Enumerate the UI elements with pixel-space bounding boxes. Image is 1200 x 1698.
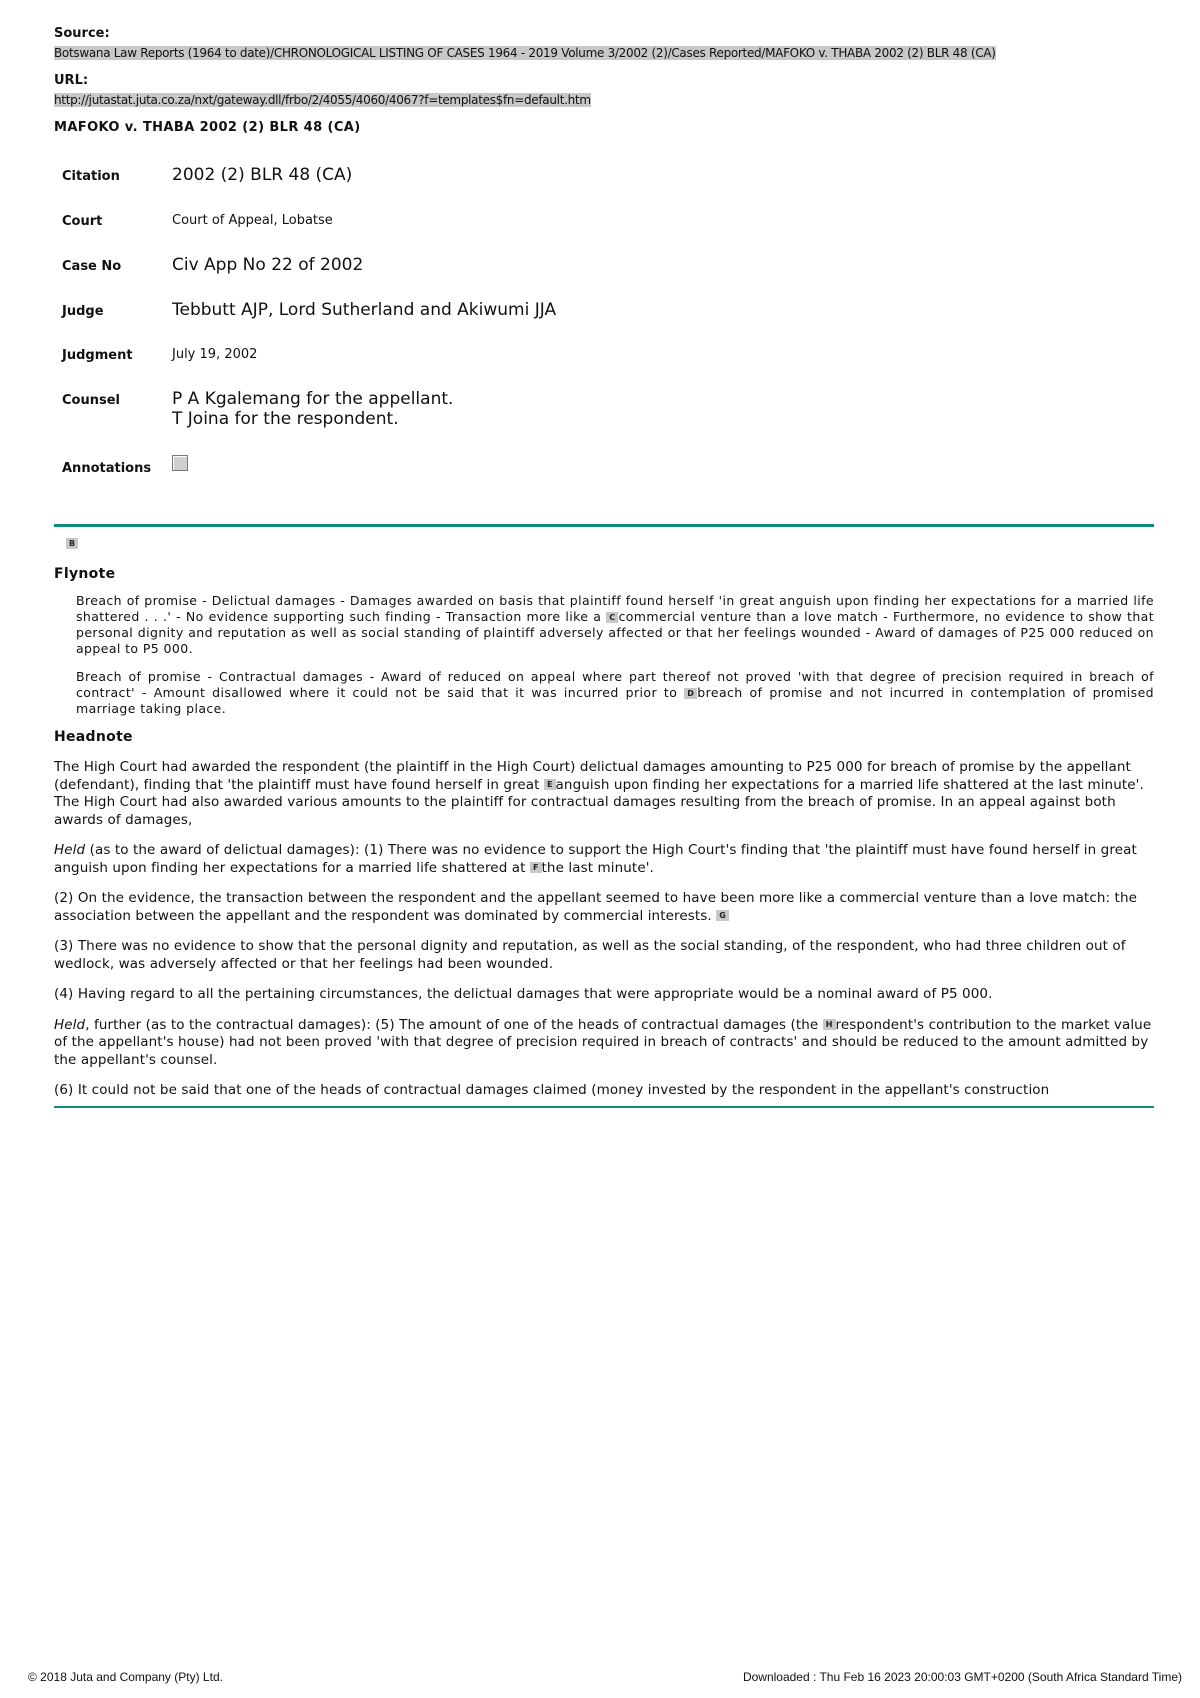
headnote-p6-text-a: , further (as to the contractual damages): (5) The amount of one of the heads of contractual damages (the (85, 1016, 819, 1033)
judgment-value: July 19, 2002 (172, 347, 258, 362)
counsel-label: Counsel (62, 393, 120, 408)
caseno-row (62, 255, 556, 300)
headnote-paragraph-3 (54, 890, 1154, 925)
url-value (54, 89, 1154, 108)
margin-marker-f: F (530, 862, 542, 873)
annotations-row (62, 455, 556, 476)
caseno-value: Civ App No 22 of 2002 (172, 255, 364, 275)
source-path (54, 42, 1154, 61)
headnote-heading: Headnote (54, 729, 133, 745)
judge-row (62, 300, 556, 344)
flynote-p1-text-a: Breach of promise - Delictual damages - Damages awarded on basis that plaintiff found herself 'in great anguish upon finding her expectations for a married life shattered . . .' - No evidence supporting such finding - Transaction more like a (76, 593, 1154, 624)
flynote-paragraph-1 (76, 593, 1154, 657)
footer-downloaded: Downloaded : Thu Feb 16 2023 20:00:03 GMT+0200 (South Africa Standard Time) (742, 1670, 1182, 1684)
headnote-p1-text-b: anguish upon finding her expectations for a married life shattered at the last minute'. The High Court had also awarded various amounts to the plaintiff for contractual damages resulting from the breach of promise. In an appeal against both awards of damages, (54, 776, 1144, 828)
flynote-p2-text-b: breach of promise and not incurred in contemplation of promised marriage taking place. (76, 685, 1155, 716)
margin-marker-c: C (606, 612, 618, 623)
held-emphasis: Held (54, 842, 86, 858)
judge-label: Judge (62, 304, 104, 319)
judgment-label: Judgment (62, 348, 133, 363)
bottom-divider (54, 1106, 1154, 1108)
case-title: MAFOKO v. THABA 2002 (2) BLR 48 (CA) (54, 120, 361, 135)
margin-marker-d: D (684, 688, 697, 699)
headnote-p2-text-a: (as to the award of delictual damages): (1) There was no evidence to support the High Court's finding that 'the plaintiff must have found herself in great anguish upon finding her expectations for a married life shattered at (54, 842, 1137, 876)
headnote-p1-text-a: The High Court had awarded the respondent (the plaintiff in the High Court) delictual damages amounting to P25 000 for breach of promise by the appellant (defendant), finding that 'the plaintiff must have found herself in great (54, 759, 1131, 793)
url-link[interactable]: http://jutastat.juta.co.za/nxt/gateway.dll/frbo/2/4055/4060/4067?f=templates$fn=default.htm (54, 93, 591, 107)
url-label: URL: (54, 73, 89, 88)
annotations-label: Annotations (62, 461, 152, 476)
counsel-value (172, 389, 556, 455)
footer-copyright: © 2018 Juta and Company (Pty) Ltd. (28, 1670, 223, 1684)
headnote-body (54, 759, 1154, 1100)
counsel-respondent: T Joina for the respondent. (172, 409, 399, 429)
headnote-paragraph-4: (3) There was no evidence to show that the personal dignity and reputation, as well as the social standing, of the respondent, who had three children out of wedlock, was adversely affected or that her feelings had been wounded. (54, 938, 1126, 972)
margin-marker-g: G (716, 910, 729, 921)
headnote-paragraph-6 (54, 1017, 1154, 1070)
margin-marker-h: H (823, 1019, 836, 1030)
flynote-heading: Flynote (54, 566, 116, 582)
court-label: Court (62, 214, 103, 229)
citation-row (62, 165, 556, 210)
judge-value: Tebbutt AJP, Lord Sutherland and Akiwumi JJA (172, 300, 557, 320)
headnote-paragraph-2 (54, 842, 1154, 877)
marker-b-line (66, 533, 1154, 552)
annotations-checkbox[interactable] (172, 455, 188, 471)
judgment-row (62, 344, 556, 389)
annotations-value (172, 455, 556, 476)
headnote-p2-text-b: the last minute'. (541, 859, 654, 876)
held-emphasis-2: Held (54, 1016, 86, 1033)
court-value: Court of Appeal, Lobatse (172, 213, 333, 228)
margin-marker-e: E (544, 779, 556, 790)
section-divider (54, 524, 1154, 527)
source-path-text: Botswana Law Reports (1964 to date)/CHRONOLOGICAL LISTING OF CASES 1964 - 2019 Volume 3/2002 (2)/Cases Reported/MAFOKO v. THABA 2002 (2) BLR 48 (CA) (54, 46, 996, 60)
headnote-p3-text: (2) On the evidence, the transaction between the respondent and the appellant seemed to have been more like a commercial venture than a love match: the association between the appellant and the respondent was dominated by commercial interests. (54, 890, 1138, 924)
headnote-paragraph-5: (4) Having regard to all the pertaining circumstances, the delictual damages that were appropriate would be a nominal award of P5 000. (54, 986, 993, 1002)
flynote-paragraph-2 (76, 669, 1154, 717)
citation-value: 2002 (2) BLR 48 (CA) (172, 165, 353, 185)
court-row (62, 210, 556, 255)
headnote-p6-text-b: respondent's contribution to the market value of the appellant's house) had not been proved 'with that degree of precision required in breach of contracts' and should be reduced to the amount admitted by the appellant's counsel. (54, 1016, 1152, 1068)
counsel-row (62, 389, 556, 455)
margin-marker-b: B (66, 538, 78, 549)
citation-label: Citation (62, 169, 120, 184)
case-metadata-table (62, 165, 556, 476)
headnote-paragraph-7: (6) It could not be said that one of the heads of contractual damages claimed (money invested by the respondent in the appellant's construction (54, 1082, 1050, 1098)
flynote-p2-text-a: Breach of promise - Contractual damages - Award of reduced on appeal where part thereof not proved 'with that degree of precision required in breach of contract' - Amount disallowed where it could not be said that it was incurred prior to (76, 669, 1154, 700)
flynote-body (76, 593, 1154, 717)
source-label: Source: (54, 26, 110, 41)
flynote-p1-text-b: commercial venture than a love match - Furthermore, no evidence to show that personal dignity and reputation as well as social standing of plaintiff adversely affected or that her feelings wounded - Award of damages of P25 000 reduced on appeal to P5 000. (76, 609, 1154, 656)
document-page (54, 26, 1154, 1108)
headnote-paragraph-1 (54, 759, 1154, 829)
caseno-label: Case No (62, 259, 122, 274)
counsel-appellant: P A Kgalemang for the appellant. (172, 389, 454, 409)
